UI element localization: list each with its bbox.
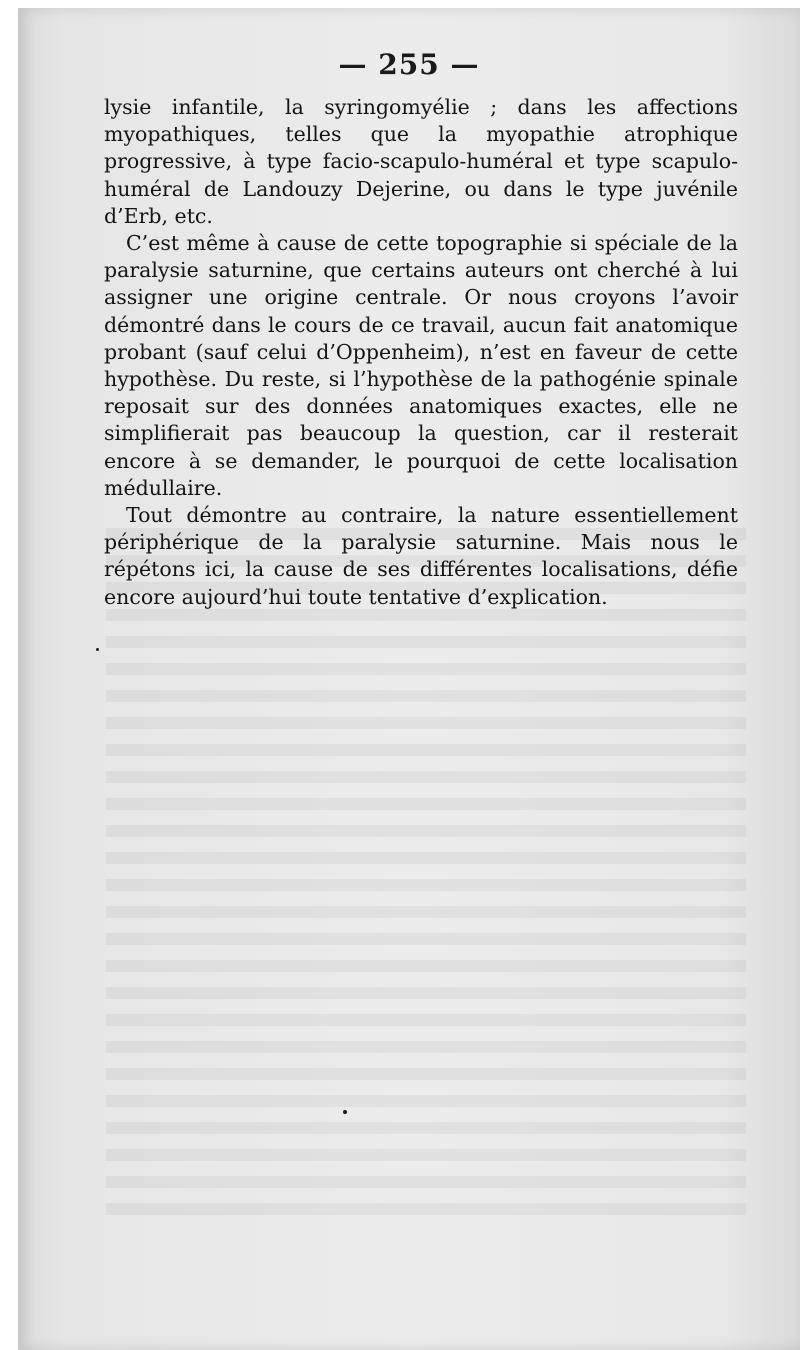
paragraph-1: lysie infantile, la syringomyélie ; dans les affections myopathiques, telles que la myopathie atrophique progressive, à type facio-scapulo-huméral et type scapulo-huméral de Landouzy Dejerine, ou dans le type juvénile d’Erb, etc. bbox=[104, 95, 738, 228]
paragraph-3: Tout démontre au contraire, la nature essentiellement périphérique de la paralysie saturnine. Mais nous le répétons ici, la cause de ses différentes localisations, défie encore aujourd’hui toute tentative d’explication. bbox=[104, 503, 738, 609]
book-page bbox=[18, 8, 800, 1350]
page-binding-edge bbox=[18, 8, 22, 1350]
page-number: — 255 — bbox=[338, 48, 480, 81]
paragraph-2: C’est même à cause de cette topographie si spéciale de la paralysie saturnine, que certains auteurs ont cherché à lui assigner une origine centrale. Or nous croyons l’avoir démontré dans le cours de ce travail, aucun fait anatomique probant (sauf celui d’Oppenheim), n’est en faveur de cette hypothèse. Du reste, si l’hypothèse de la pathogénie spinale reposait sur des données anatomiques exactes, elle ne simplifierait pas beaucoup la question, car il resterait encore à se demander, le pourquoi de cette localisation médullaire. bbox=[104, 231, 738, 500]
bleed-through-text bbox=[106, 528, 746, 1228]
ink-speck bbox=[96, 648, 99, 651]
body-text bbox=[104, 94, 738, 611]
ink-speck bbox=[343, 1110, 347, 1114]
